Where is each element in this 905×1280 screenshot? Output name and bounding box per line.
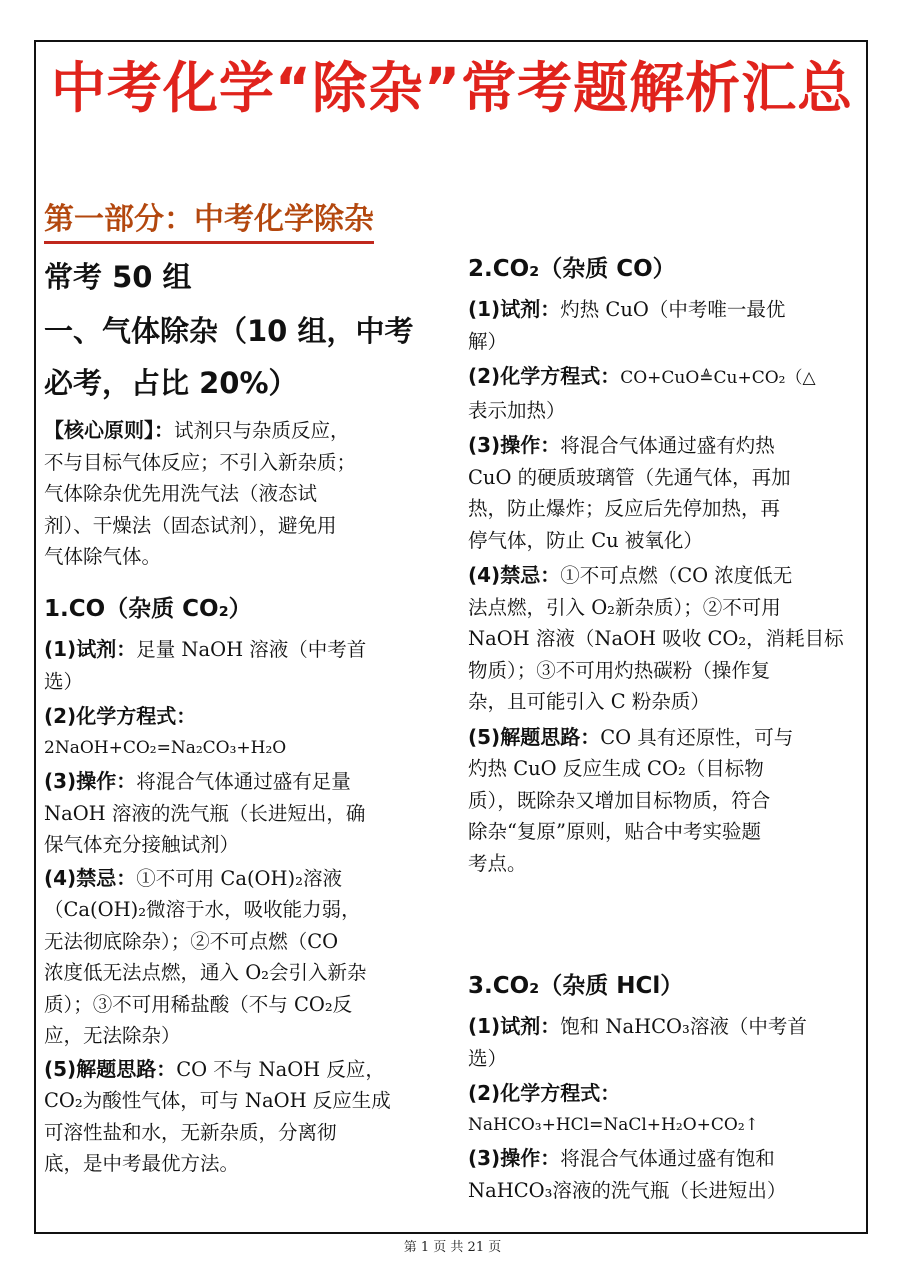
reagent-text: 足量 NaOH 溶液（中考首 [136,638,367,661]
taboo-line: 杂，且可能引入 C 粉杂质） [468,690,710,713]
equation: NaHCO₃+HCl=NaCl+H₂O+CO₂↑ [468,1114,759,1135]
principle-line: 试剂只与杂质反应， [174,419,350,442]
approach-line: 考点。 [468,851,527,875]
approach-line: CO₂为酸性气体，可与 NaOH 反应生成 [44,1089,391,1112]
principle-line: 气体除气体。 [44,545,162,568]
equation: 2NaOH+CO₂=Na₂CO₃+H₂O [44,737,287,758]
approach-line: 质），既除杂又增加目标物质，符合 [468,788,771,812]
section-heading-line1: 一、气体除杂（10 组，中考 [44,314,414,348]
approach-line: CO 不与 NaOH 反应， [176,1057,385,1081]
reagent-text: 选） [468,1046,508,1070]
approach-line: 灼热 CuO 反应生成 CO₂（目标物 [468,757,764,780]
taboo-line: 浓度低无法点燃，通入 O₂会引入新杂 [44,961,367,984]
operation-label: (3)操作： [44,769,137,793]
approach-line: CO 具有还原性，可与 [600,725,794,749]
taboo-line: （Ca(OH)₂微溶于水，吸收能力弱， [44,898,361,921]
reagent-label: (1)试剂： [468,1014,561,1038]
operation-line: 保气体充分接触试剂） [44,833,240,856]
equation-label: (2)化学方程式： [468,1081,621,1105]
reagent-text: 饱和 NaHCO₃溶液（中考首 [560,1015,807,1038]
taboo-line: 质）；③不可用稀盐酸（不与 CO₂反 [44,992,353,1016]
equation-label: (2)化学方程式： [468,364,621,388]
document-title: 中考化学“除杂”常考题解析汇总 [50,56,854,120]
operation-label: (3)操作： [468,433,561,457]
item-co2-co-block [468,294,863,879]
principle-line: 剂）、干燥法（固态试剂），避免用 [44,513,337,537]
item-heading-co: 1.CO（杂质 CO₂） [44,596,252,622]
part-heading: 第一部分：中考化学除杂 [44,200,374,244]
item-heading-co2-hcl: 3.CO₂（杂质 HCl） [468,973,684,999]
reagent-text: 灼热 CuO（中考唯一最优 [560,298,786,321]
item-heading-co2-co: 2.CO₂（杂质 CO） [468,256,676,282]
reagent-label: (1)试剂： [468,297,561,321]
reagent-text: 解） [468,329,508,353]
reagent-text: 选） [44,669,84,693]
operation-line: 将混合气体通过盛有足量 [136,770,351,793]
principle-line: 不与目标气体反应；不引入新杂质； [44,450,357,474]
taboo-label: (4)禁忌： [44,865,137,890]
operation-line: 停气体，防止 Cu 被氧化） [468,528,703,552]
approach-line: 底，是中考最优方法。 [44,1152,240,1175]
taboo-line: 法点燃，引入 O₂新杂质）；②不可用 [468,595,781,619]
equation-note: 表示加热） [468,398,566,422]
taboo-label: (4)禁忌： [468,563,561,587]
taboo-line: 无法彻底除杂）；②不可点燃（CO [44,929,339,953]
operation-label: (3)操作： [468,1146,561,1170]
section-heading-line2: 必考，占比 20%） [44,366,298,400]
item-co2-hcl-block [468,1011,863,1206]
principle-label: 【核心原则】： [44,418,174,442]
operation-line: 将混合气体通过盛有灼热 [560,434,775,457]
operation-line: 将混合气体通过盛有饱和 [560,1147,775,1170]
approach-label: (5)解题思路： [44,1056,177,1081]
taboo-line: ①不可点燃（CO 浓度低无 [560,564,793,587]
operation-line: NaOH 溶液的洗气瓶（长进短出，确 [44,801,366,825]
taboo-line: ①不可用 Ca(OH)₂溶液 [136,866,342,890]
operation-line: NaHCO₃溶液的洗气瓶（长进短出） [468,1178,787,1202]
operation-line: CuO 的硬质玻璃管（先通气体，再加 [468,465,791,489]
taboo-line: NaOH 溶液（NaOH 吸收 CO₂，消耗目标 [468,627,844,650]
subtitle: 常考 50 组 [44,260,192,294]
approach-label: (5)解题思路： [468,724,601,749]
approach-line: 除杂“复原”原则，贴合中考实验题 [468,820,761,843]
reagent-label: (1)试剂： [44,637,137,661]
item-co-block [44,634,444,1180]
principle-line: 气体除杂优先用洗气法（液态试 [44,482,318,505]
page-footer: 第 1 页 共 21 页 [403,1240,502,1255]
approach-line: 可溶性盐和水，无新杂质，分离彻 [44,1120,337,1144]
operation-line: 热，防止爆炸；反应后先停加热，再 [468,497,781,520]
core-principle [44,415,444,573]
equation: CO+CuO≜Cu+CO₂（△ [620,368,816,388]
taboo-line: 应，无法除杂） [44,1024,181,1047]
equation-label: (2)化学方程式： [44,704,197,728]
taboo-line: 物质）；③不可用灼热碳粉（操作复 [468,658,771,682]
